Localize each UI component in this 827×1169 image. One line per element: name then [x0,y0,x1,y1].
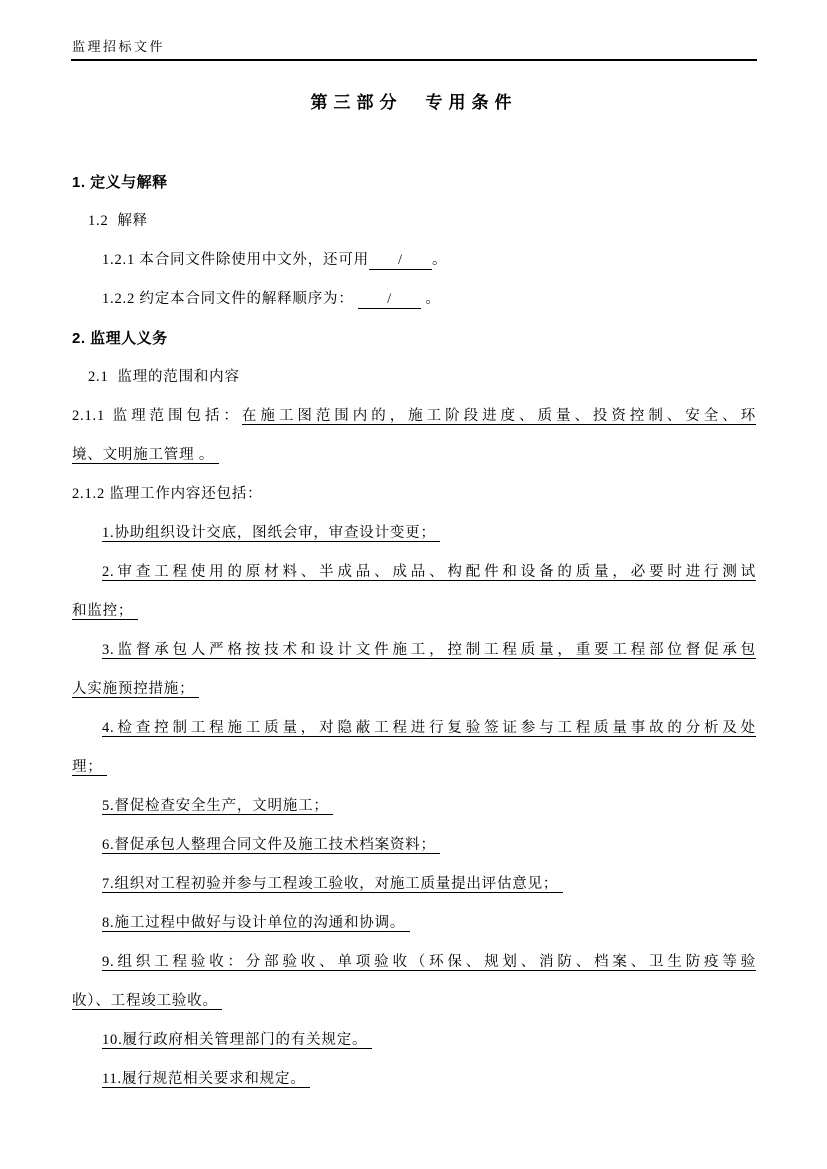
clause-2-1-1-line2 [72,436,756,475]
text-segment: 1.2 解释 [88,213,148,229]
underlined-text: 11.履行规范相关要求和规定。 [102,1071,311,1087]
clause-1-2 [72,202,756,241]
text-segment: 1.2.1 本合同文件除使用中文外，还可用 [102,252,369,268]
underlined-text: 人实施预控措施； [72,681,199,697]
item-7 [72,865,756,904]
item-4-line1 [72,709,756,748]
clause-1-2-1 [72,241,756,280]
item-5 [72,787,756,826]
document-body [72,163,756,1099]
underlined-text: 9.组织工程验收：分部验收、单项验收（环保、规划、消防、档案、卫生防疫等验 [102,954,756,970]
underlined-text: 5.督促检查安全生产，文明施工； [102,798,334,814]
underlined-text: 3.监督承包人严格按技术和设计文件施工，控制工程质量，重要工程部位督促承包 [102,642,756,658]
fill-in-blank: / [358,291,421,309]
text-segment: 2. 监理人义务 [72,330,168,347]
text-segment: 。 [421,291,441,307]
clause-2-1-2 [72,475,756,514]
item-2-line2 [72,592,756,631]
text-segment: 1.2.2 约定本合同文件的解释顺序为： [102,291,359,307]
underlined-text: 在施工图范围内的，施工阶段进度、质量、投资控制、安全、环 [241,408,756,424]
item-3-line2 [72,670,756,709]
item-9-line1 [72,943,756,982]
underlined-text: 8.施工过程中做好与设计单位的沟通和协调。 [102,915,410,931]
text-segment: 2.1.1 监理范围包括： [72,408,242,424]
clause-2-1-1-line1 [72,397,756,436]
underlined-text: 1.协助组织设计交底，图纸会审，审查设计变更； [102,525,441,541]
page-header-text: 监理招标文件 [72,39,166,54]
item-8 [72,904,756,943]
underlined-text: 收）、工程竣工验收。 [72,993,223,1009]
heading-2 [72,319,756,358]
underlined-text: 2.审查工程使用的原材料、半成品、成品、构配件和设备的质量，必要时进行测试 [102,564,756,580]
clause-1-2-2 [72,280,756,319]
item-6 [72,826,756,865]
item-2-line1 [72,553,756,592]
item-10 [72,1021,756,1060]
text-segment: 2.1.2 监理工作内容还包括： [72,486,263,502]
item-9-line2 [72,982,756,1021]
heading-1 [72,163,756,202]
underlined-text: 6.督促承包人整理合同文件及施工技术档案资料； [102,837,441,853]
underlined-text: 7.组织对工程初验并参与工程竣工验收，对施工质量提出评估意见； [102,876,563,892]
item-3-line1 [72,631,756,670]
text-segment: 1. 定义与解释 [72,174,168,191]
underlined-text: 10.履行政府相关管理部门的有关规定。 [102,1032,372,1048]
text-segment: 2.1 监理的范围和内容 [88,369,240,385]
underlined-text: 境、文明施工管理 。 [72,447,219,463]
clause-2-1 [72,358,756,397]
page-title: 第三部分 专用条件 [310,93,518,112]
underlined-text: 4.检查控制工程施工质量，对隐蔽工程进行复验签证参与工程质量事故的分析及处 [102,720,756,736]
item-1 [72,514,756,553]
underlined-text: 和监控； [72,603,138,619]
fill-in-blank: / [369,252,432,270]
underlined-text: 理； [72,759,108,775]
item-11 [72,1060,756,1099]
header-rule [71,59,757,61]
text-segment: 。 [431,252,448,268]
item-4-line2 [72,748,756,787]
